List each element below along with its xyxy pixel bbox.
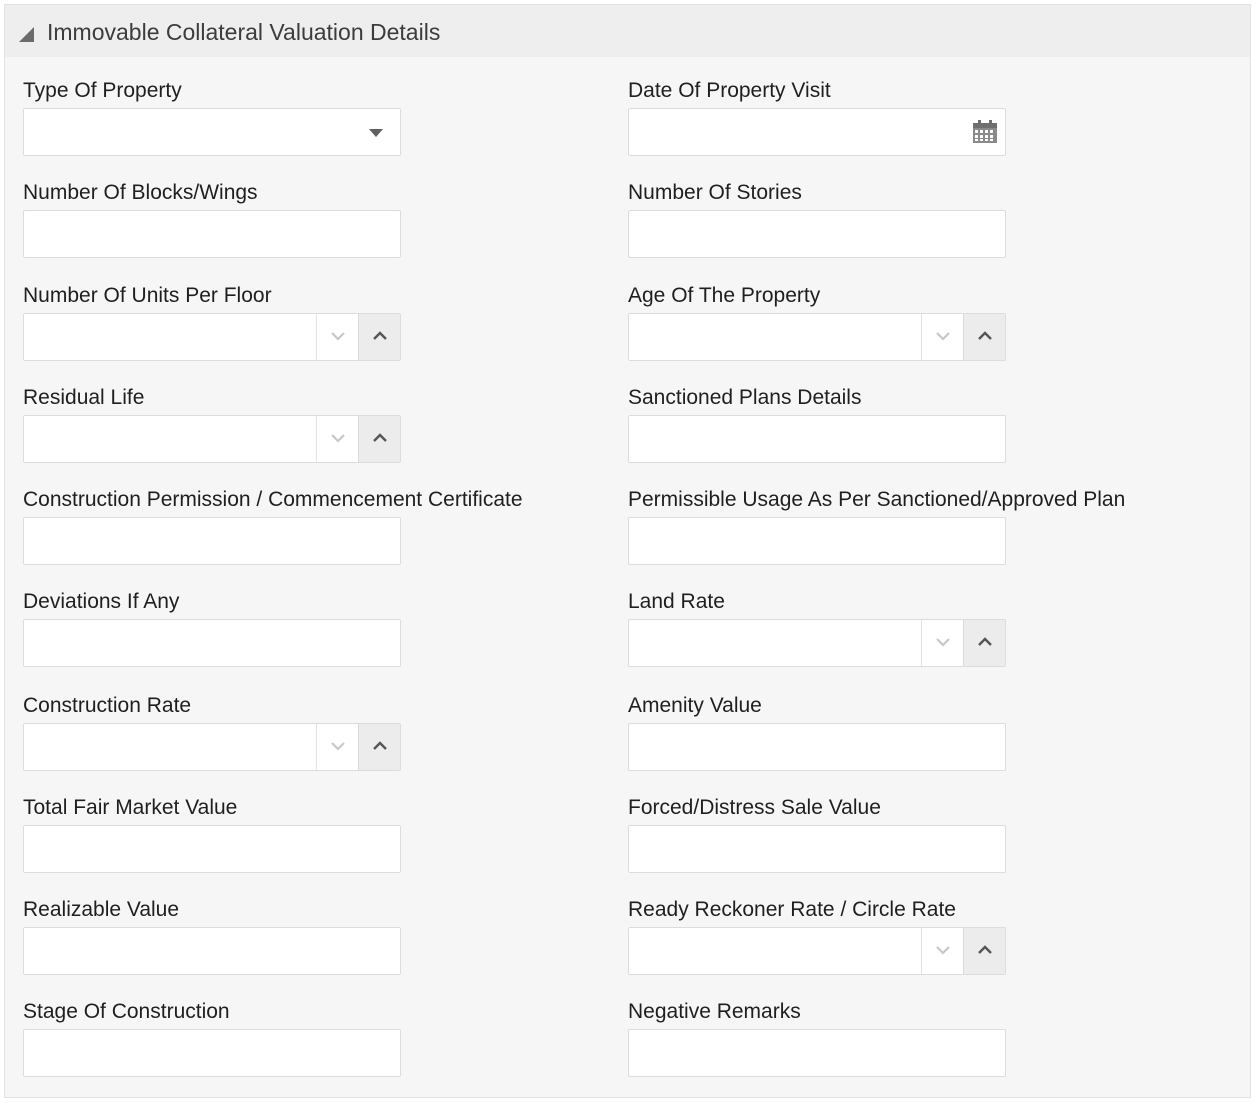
field-label: Ready Reckoner Rate / Circle Rate bbox=[628, 898, 956, 921]
field-label: Residual Life bbox=[23, 386, 145, 409]
chevron-up-icon bbox=[977, 636, 993, 648]
sanctioned-plans-details-input[interactable] bbox=[628, 415, 1006, 463]
decrement-button[interactable] bbox=[316, 314, 358, 360]
chevron-down-icon bbox=[935, 944, 951, 956]
deviations-if-any-input[interactable] bbox=[23, 619, 401, 667]
increment-button[interactable] bbox=[963, 928, 1005, 974]
decrement-button[interactable] bbox=[921, 314, 963, 360]
realizable-value-input[interactable] bbox=[23, 927, 401, 975]
field-label: Construction Rate bbox=[23, 694, 192, 717]
field-label: Total Fair Market Value bbox=[23, 796, 238, 819]
permissible-usage-input[interactable] bbox=[628, 517, 1006, 565]
land-rate-input[interactable] bbox=[628, 619, 1006, 667]
field-label: Date Of Property Visit bbox=[628, 79, 831, 102]
chevron-up-icon bbox=[372, 330, 388, 342]
total-fair-market-value-input[interactable] bbox=[23, 825, 401, 873]
collapse-triangle-icon[interactable] bbox=[19, 27, 34, 42]
decrement-button[interactable] bbox=[316, 416, 358, 462]
number-of-stories-input[interactable] bbox=[628, 210, 1006, 258]
chevron-up-icon bbox=[372, 432, 388, 444]
decrement-button[interactable] bbox=[921, 620, 963, 666]
field-label: Amenity Value bbox=[628, 694, 762, 717]
increment-button[interactable] bbox=[963, 620, 1005, 666]
panel-header[interactable] bbox=[5, 5, 1250, 57]
chevron-up-icon bbox=[977, 944, 993, 956]
field-label: Realizable Value bbox=[23, 898, 180, 921]
field-label: Number Of Units Per Floor bbox=[23, 284, 272, 307]
field-label: Permissible Usage As Per Sanctioned/Approved Plan bbox=[628, 488, 1126, 511]
field-label: Deviations If Any bbox=[23, 590, 180, 613]
increment-button[interactable] bbox=[358, 724, 400, 770]
increment-button[interactable] bbox=[358, 416, 400, 462]
field-label: Type Of Property bbox=[23, 79, 182, 102]
field-label: Number Of Blocks/Wings bbox=[23, 181, 258, 204]
field-label: Construction Permission / Commencement Certificate bbox=[23, 488, 523, 511]
stage-of-construction-input[interactable] bbox=[23, 1029, 401, 1077]
chevron-up-icon bbox=[372, 740, 388, 752]
construction-rate-input[interactable] bbox=[23, 723, 401, 771]
residual-life-input[interactable] bbox=[23, 415, 401, 463]
number-of-blocks-wings-input[interactable] bbox=[23, 210, 401, 258]
age-of-the-property-input[interactable] bbox=[628, 313, 1006, 361]
chevron-down-icon bbox=[330, 740, 346, 752]
date-of-property-visit-input[interactable] bbox=[628, 108, 1006, 156]
calendar-icon[interactable] bbox=[972, 120, 998, 144]
forced-distress-sale-value-input[interactable] bbox=[628, 825, 1006, 873]
field-label: Land Rate bbox=[628, 590, 725, 613]
increment-button[interactable] bbox=[358, 314, 400, 360]
chevron-down-icon bbox=[935, 636, 951, 648]
chevron-down-icon bbox=[330, 432, 346, 444]
field-label: Sanctioned Plans Details bbox=[628, 386, 862, 409]
panel-title: Immovable Collateral Valuation Details bbox=[47, 19, 441, 45]
field-label: Negative Remarks bbox=[628, 1000, 801, 1023]
decrement-button[interactable] bbox=[921, 928, 963, 974]
number-of-units-per-floor-input[interactable] bbox=[23, 313, 401, 361]
chevron-down-icon bbox=[935, 330, 951, 342]
decrement-button[interactable] bbox=[316, 724, 358, 770]
type-of-property-select[interactable] bbox=[23, 108, 401, 156]
field-label: Forced/Distress Sale Value bbox=[628, 796, 881, 819]
ready-reckoner-rate-input[interactable] bbox=[628, 927, 1006, 975]
chevron-down-icon bbox=[330, 330, 346, 342]
field-label: Stage Of Construction bbox=[23, 1000, 230, 1023]
increment-button[interactable] bbox=[963, 314, 1005, 360]
negative-remarks-input[interactable] bbox=[628, 1029, 1006, 1077]
amenity-value-input[interactable] bbox=[628, 723, 1006, 771]
chevron-down-icon[interactable] bbox=[369, 129, 383, 137]
chevron-up-icon bbox=[977, 330, 993, 342]
field-label: Age Of The Property bbox=[628, 284, 821, 307]
field-label: Number Of Stories bbox=[628, 181, 802, 204]
construction-permission-input[interactable] bbox=[23, 517, 401, 565]
